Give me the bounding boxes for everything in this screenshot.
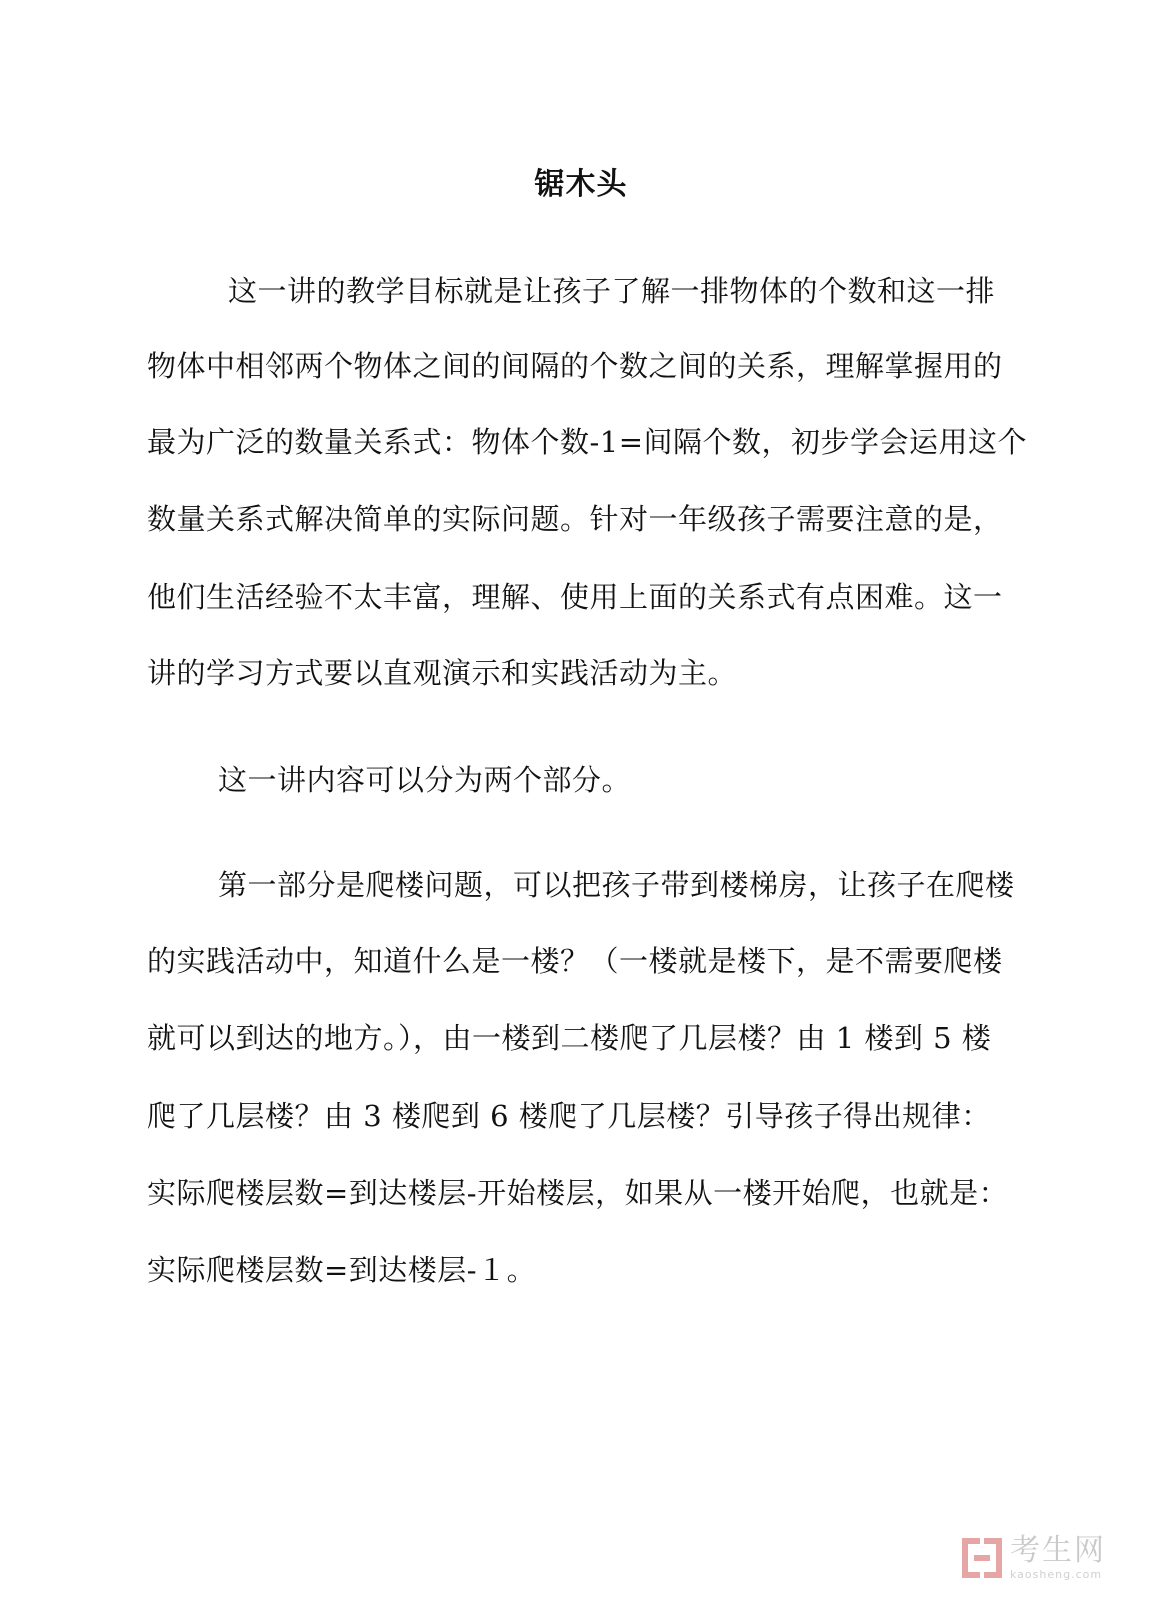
watermark — [962, 1534, 1132, 1582]
paragraph-1-line-1: 这一讲的教学目标就是让孩子了解一排物体的个数和这一排 — [228, 274, 996, 308]
kaosheng-logo-icon — [962, 1536, 1002, 1580]
paragraph-3-line-3: 就可以到达的地方。），由一楼到二楼爬了几层楼？由 1 楼到 5 楼 — [147, 1021, 992, 1055]
paragraph-3-line-2: 的实践活动中，知道什么是一楼？（一楼就是楼下，是不需要爬楼 — [147, 944, 1003, 978]
paragraph-3-line-6: 实际爬楼层数=到达楼层-１。 — [147, 1253, 537, 1287]
paragraph-2-line-1: 这一讲内容可以分为两个部分。 — [218, 763, 632, 797]
paragraph-3-line-1: 第一部分是爬楼问题，可以把孩子带到楼梯房，让孩子在爬楼 — [218, 868, 1015, 902]
paragraph-1-line-4: 数量关系式解决简单的实际问题。针对一年级孩子需要注意的是， — [147, 502, 1003, 536]
watermark-text — [1010, 1533, 1106, 1581]
paragraph-1-line-6: 讲的学习方式要以直观演示和实践活动为主。 — [147, 656, 738, 690]
paragraph-3-line-4: 爬了几层楼？由 3 楼爬到 6 楼爬了几层楼？引导孩子得出规律： — [147, 1099, 991, 1133]
paragraph-1-line-5: 他们生活经验不太丰富，理解、使用上面的关系式有点困难。这一 — [147, 580, 1003, 614]
paragraph-1-line-2: 物体中相邻两个物体之间的间隔的个数之间的关系，理解掌握用的 — [147, 349, 1003, 383]
paragraph-1-line-3: 最为广泛的数量关系式：物体个数-1=间隔个数，初步学会运用这个 — [147, 425, 1028, 459]
paragraph-3-line-5: 实际爬楼层数=到达楼层-开始楼层，如果从一楼开始爬，也就是： — [147, 1176, 1009, 1210]
watermark-domain: kaosheng.com — [1010, 1568, 1103, 1581]
page-title: 锯木头 — [534, 167, 628, 202]
watermark-brand: 考生网 — [1010, 1533, 1106, 1568]
